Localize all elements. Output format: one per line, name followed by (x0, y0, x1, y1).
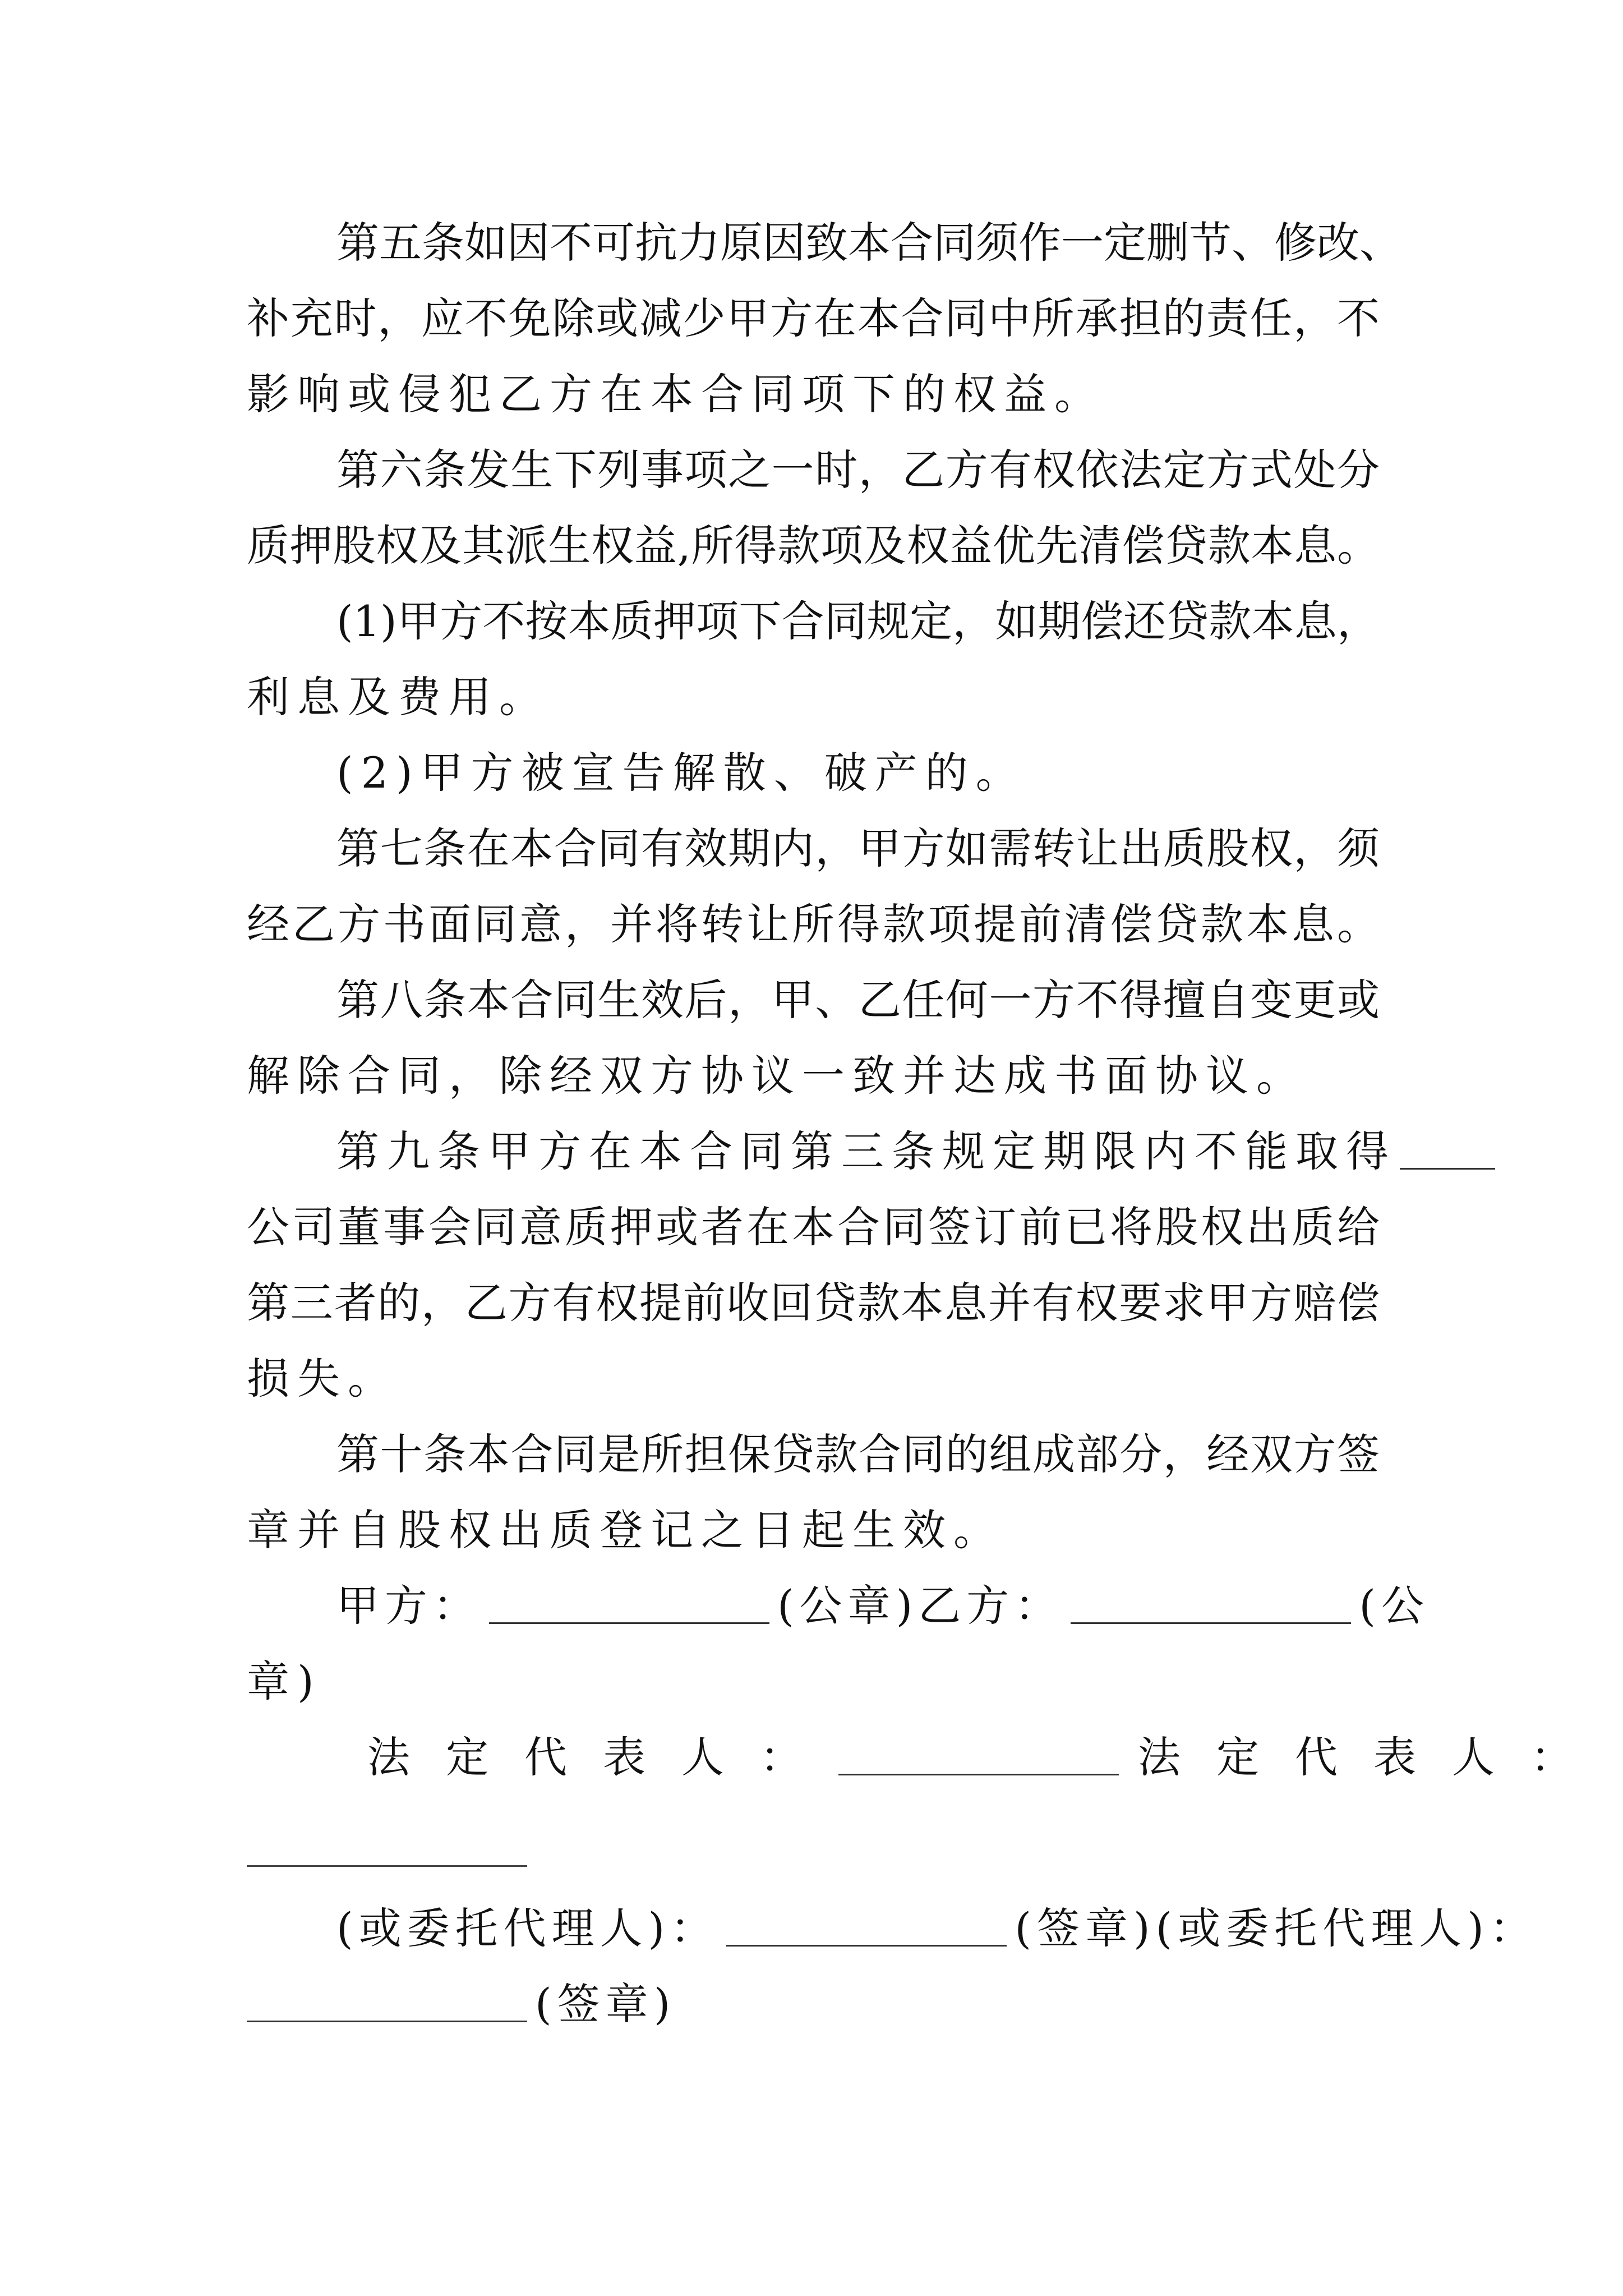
party-a-blank[interactable] (489, 1622, 769, 1624)
seal-b-continued: 章) (247, 1657, 322, 1706)
legal-rep-b-blank[interactable] (247, 1865, 527, 1867)
article-10-line-2: 章并自股权出质登记之日起生效。 (247, 1505, 1004, 1555)
party-b-blank[interactable] (1071, 1622, 1351, 1624)
article-8-line-1: 第八条本合同生效后，甲、乙任何一方不得擅自变更或 (336, 975, 1380, 1025)
clause-1-line-1: (1)甲方不按本质押项下合同规定，如期偿还贷款本息， (336, 596, 1380, 646)
legal-rep-line (367, 1732, 1609, 1782)
agent-line (336, 1903, 1538, 1953)
article-9-line-4: 损失。 (247, 1354, 398, 1404)
legal-rep-b-label: 法定代表人： (1138, 1732, 1609, 1782)
article-9-line-3: 第三者的，乙方有权提前收回贷款本息并有权要求甲方赔偿 (247, 1278, 1380, 1328)
seal-b-label: (公 (1359, 1581, 1430, 1631)
sign-agent-label: (签章)(或委托代理人)： (1015, 1903, 1538, 1953)
article-9-line-2: 公司董事会同意质押或者在本合同签订前已将股权出质给 (247, 1202, 1380, 1252)
agent-a-label: (或委托代理人)： (336, 1903, 719, 1953)
article-5-line-3: 影响或侵犯乙方在本合同项下的权益。 (247, 369, 1105, 419)
article-9-line-1 (336, 1126, 1396, 1176)
legal-rep-a-blank[interactable] (838, 1773, 1119, 1775)
sign-b-label: (签章) (535, 1979, 676, 2029)
company-name-blank[interactable] (1400, 1167, 1495, 1170)
article-7-line-1: 第七条在本合同有效期内，甲方如需转让出质股权，须 (336, 823, 1380, 873)
party-signature-line (336, 1581, 1430, 1631)
article-6-line-2: 质押股权及其派生权益,所得款项及权益优先清偿贷款本息。 (247, 521, 1380, 570)
agent-b-line (247, 1979, 1380, 2029)
article-5-line-1: 第五条如因不可抗力原因致本合同须作一定删节、修改、 (336, 218, 1402, 268)
article-5-line-2: 补充时，应不免除或减少甲方在本合同中所承担的责任，不 (247, 293, 1380, 343)
clause-1-line-2: 利息及费用。 (247, 672, 550, 722)
agent-b-blank[interactable] (247, 2020, 527, 2022)
seal-a-label: (公章)乙方： (777, 1581, 1063, 1631)
legal-rep-a-label: 法定代表人： (367, 1732, 838, 1782)
article-9-line-1-text: 第九条甲方在本合同第三条规定期限内不能取得 (336, 1126, 1396, 1176)
agent-a-blank[interactable] (726, 1944, 1007, 1947)
party-a-label: 甲方： (336, 1581, 481, 1631)
article-7-line-2: 经乙方书面同意，并将转让所得款项提前清偿贷款本息。 (247, 899, 1380, 949)
article-6-line-1: 第六条发生下列事项之一时，乙方有权依法定方式处分 (336, 445, 1380, 495)
article-10-line-1: 第十条本合同是所担保贷款合同的组成部分，经双方签 (336, 1429, 1380, 1479)
clause-2: (2)甲方被宣告解散、破产的。 (336, 748, 1026, 798)
article-8-line-2: 解除合同，除经双方协议一致并达成书面协议。 (247, 1051, 1307, 1101)
